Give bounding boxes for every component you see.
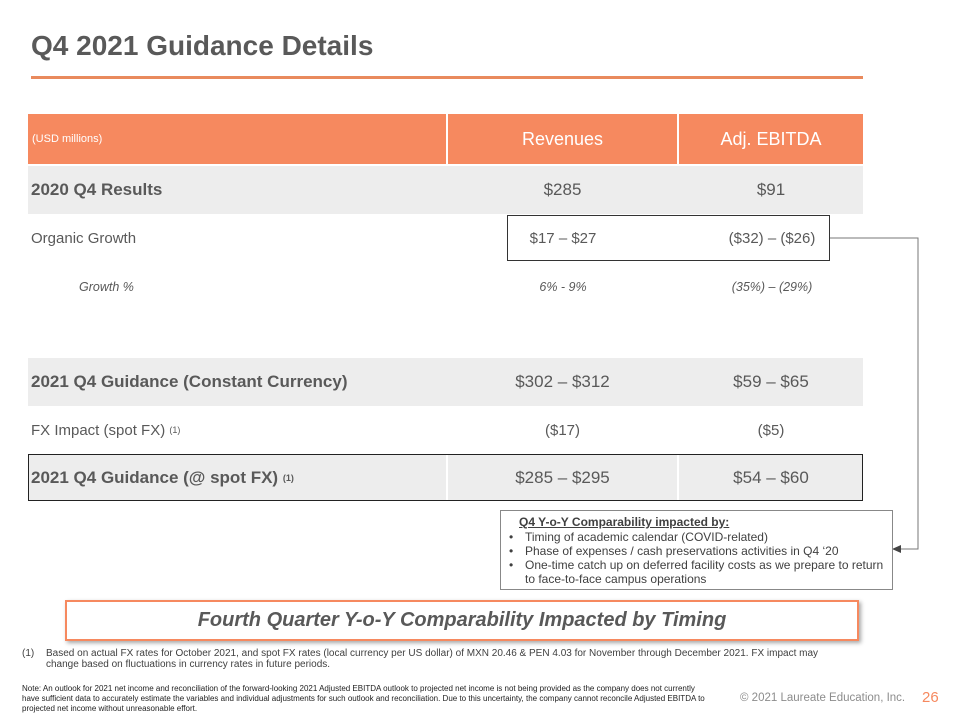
- row-label-guidance-cc: 2021 Q4 Guidance (Constant Currency): [31, 372, 348, 391]
- cell-fx-impact-revenues: ($17): [544, 421, 581, 439]
- row-label-2020-q4: 2020 Q4 Results: [31, 180, 163, 199]
- comparability-item: [509, 544, 884, 558]
- cell-organic-revenues: $17 – $27: [529, 229, 597, 247]
- header-unit-label: (USD millions): [32, 133, 103, 145]
- bullet-icon: •: [509, 530, 514, 544]
- cell-guidance-cc-revenues: $302 – $312: [515, 372, 610, 391]
- comparability-callout: [500, 510, 893, 590]
- row-label-organic-growth: Organic Growth: [31, 229, 137, 247]
- arrow-head-icon: [892, 545, 901, 553]
- bullet-icon: •: [509, 544, 514, 558]
- footnote-text: Based on actual FX rates for October 2021, and spot FX rates (local currency per US dollar) of MXN 20.46 & PEN 4.03 for November through December 2021. FX impact may change based on fluctuations in currency rates in future periods.: [46, 648, 819, 670]
- disclaimer-note: Note: An outlook for 2021 net income and reconciliation of the forward-looking 2021 Adjusted EBITDA outlook to projected net income is not being provided as the company does not currently have sufficient data to accurately estimate the variables and individual adjustments for such outlook and reconciliation. Due to this uncertainty, the company cannot reconcile Adjusted EBITDA to projected net income without unreasonable effort.: [22, 684, 705, 713]
- bullet-icon: •: [509, 558, 514, 572]
- header-unit-cell: [28, 114, 446, 164]
- cell-guidance-spot-revenues: $285 – $295: [515, 467, 610, 487]
- page-number: 26: [922, 689, 939, 706]
- copyright: © 2021 Laureate Education, Inc.: [740, 692, 906, 704]
- comparability-item-text: Phase of expenses / cash preservations activities in Q4 ‘20: [525, 544, 839, 558]
- cell-organic-ebitda: ($32) – ($26): [728, 229, 816, 247]
- header-ebitda-label: Adj. EBITDA: [720, 128, 822, 149]
- page-title: Q4 2021 Guidance Details: [31, 30, 374, 61]
- footnote-number: (1): [22, 648, 35, 659]
- cell-guidance-cc-ebitda: $59 – $65: [733, 372, 809, 391]
- comparability-item-text: One-time catch up on deferred facility costs as we prepare to return to face-to-face campus operations: [525, 558, 884, 586]
- guidance-spot-label-text: 2021 Q4 Guidance (@ spot FX): [31, 467, 279, 487]
- takeaway-banner: Fourth Quarter Y-o-Y Comparability Impacted by Timing: [65, 600, 859, 641]
- footnote: [22, 648, 842, 670]
- cell-2020-q4-revenues: $285: [543, 180, 582, 199]
- comparability-item: [509, 558, 884, 586]
- comparability-item: [509, 530, 884, 544]
- header-revenues-cell: [448, 114, 677, 164]
- comparability-heading: Q4 Y-o-Y Comparability impacted by:: [519, 515, 730, 529]
- header-revenues-label: Revenues: [521, 128, 604, 149]
- cell-2020-q4-ebitda: $91: [756, 180, 786, 199]
- header-ebitda-cell: [679, 114, 863, 164]
- cell-guidance-spot-ebitda: $54 – $60: [733, 467, 809, 487]
- cell-fx-impact-ebitda: ($5): [757, 421, 785, 439]
- row-label-guidance-spot: 2021 Q4 Guidance (@ spot FX) (1): [31, 467, 294, 487]
- title-divider: [31, 76, 863, 79]
- row-label-fx-impact: FX Impact (spot FX) (1): [31, 421, 181, 439]
- comparability-item-text: Timing of academic calendar (COVID-related): [525, 530, 768, 544]
- row-label-growth-pct: Growth %: [79, 280, 134, 294]
- cell-growth-pct-ebitda: (35%) – (29%): [731, 280, 813, 294]
- cell-growth-pct-revenues: 6% - 9%: [539, 280, 587, 294]
- connector-arrow: [828, 232, 928, 557]
- fx-impact-label-text: FX Impact (spot FX): [31, 421, 166, 439]
